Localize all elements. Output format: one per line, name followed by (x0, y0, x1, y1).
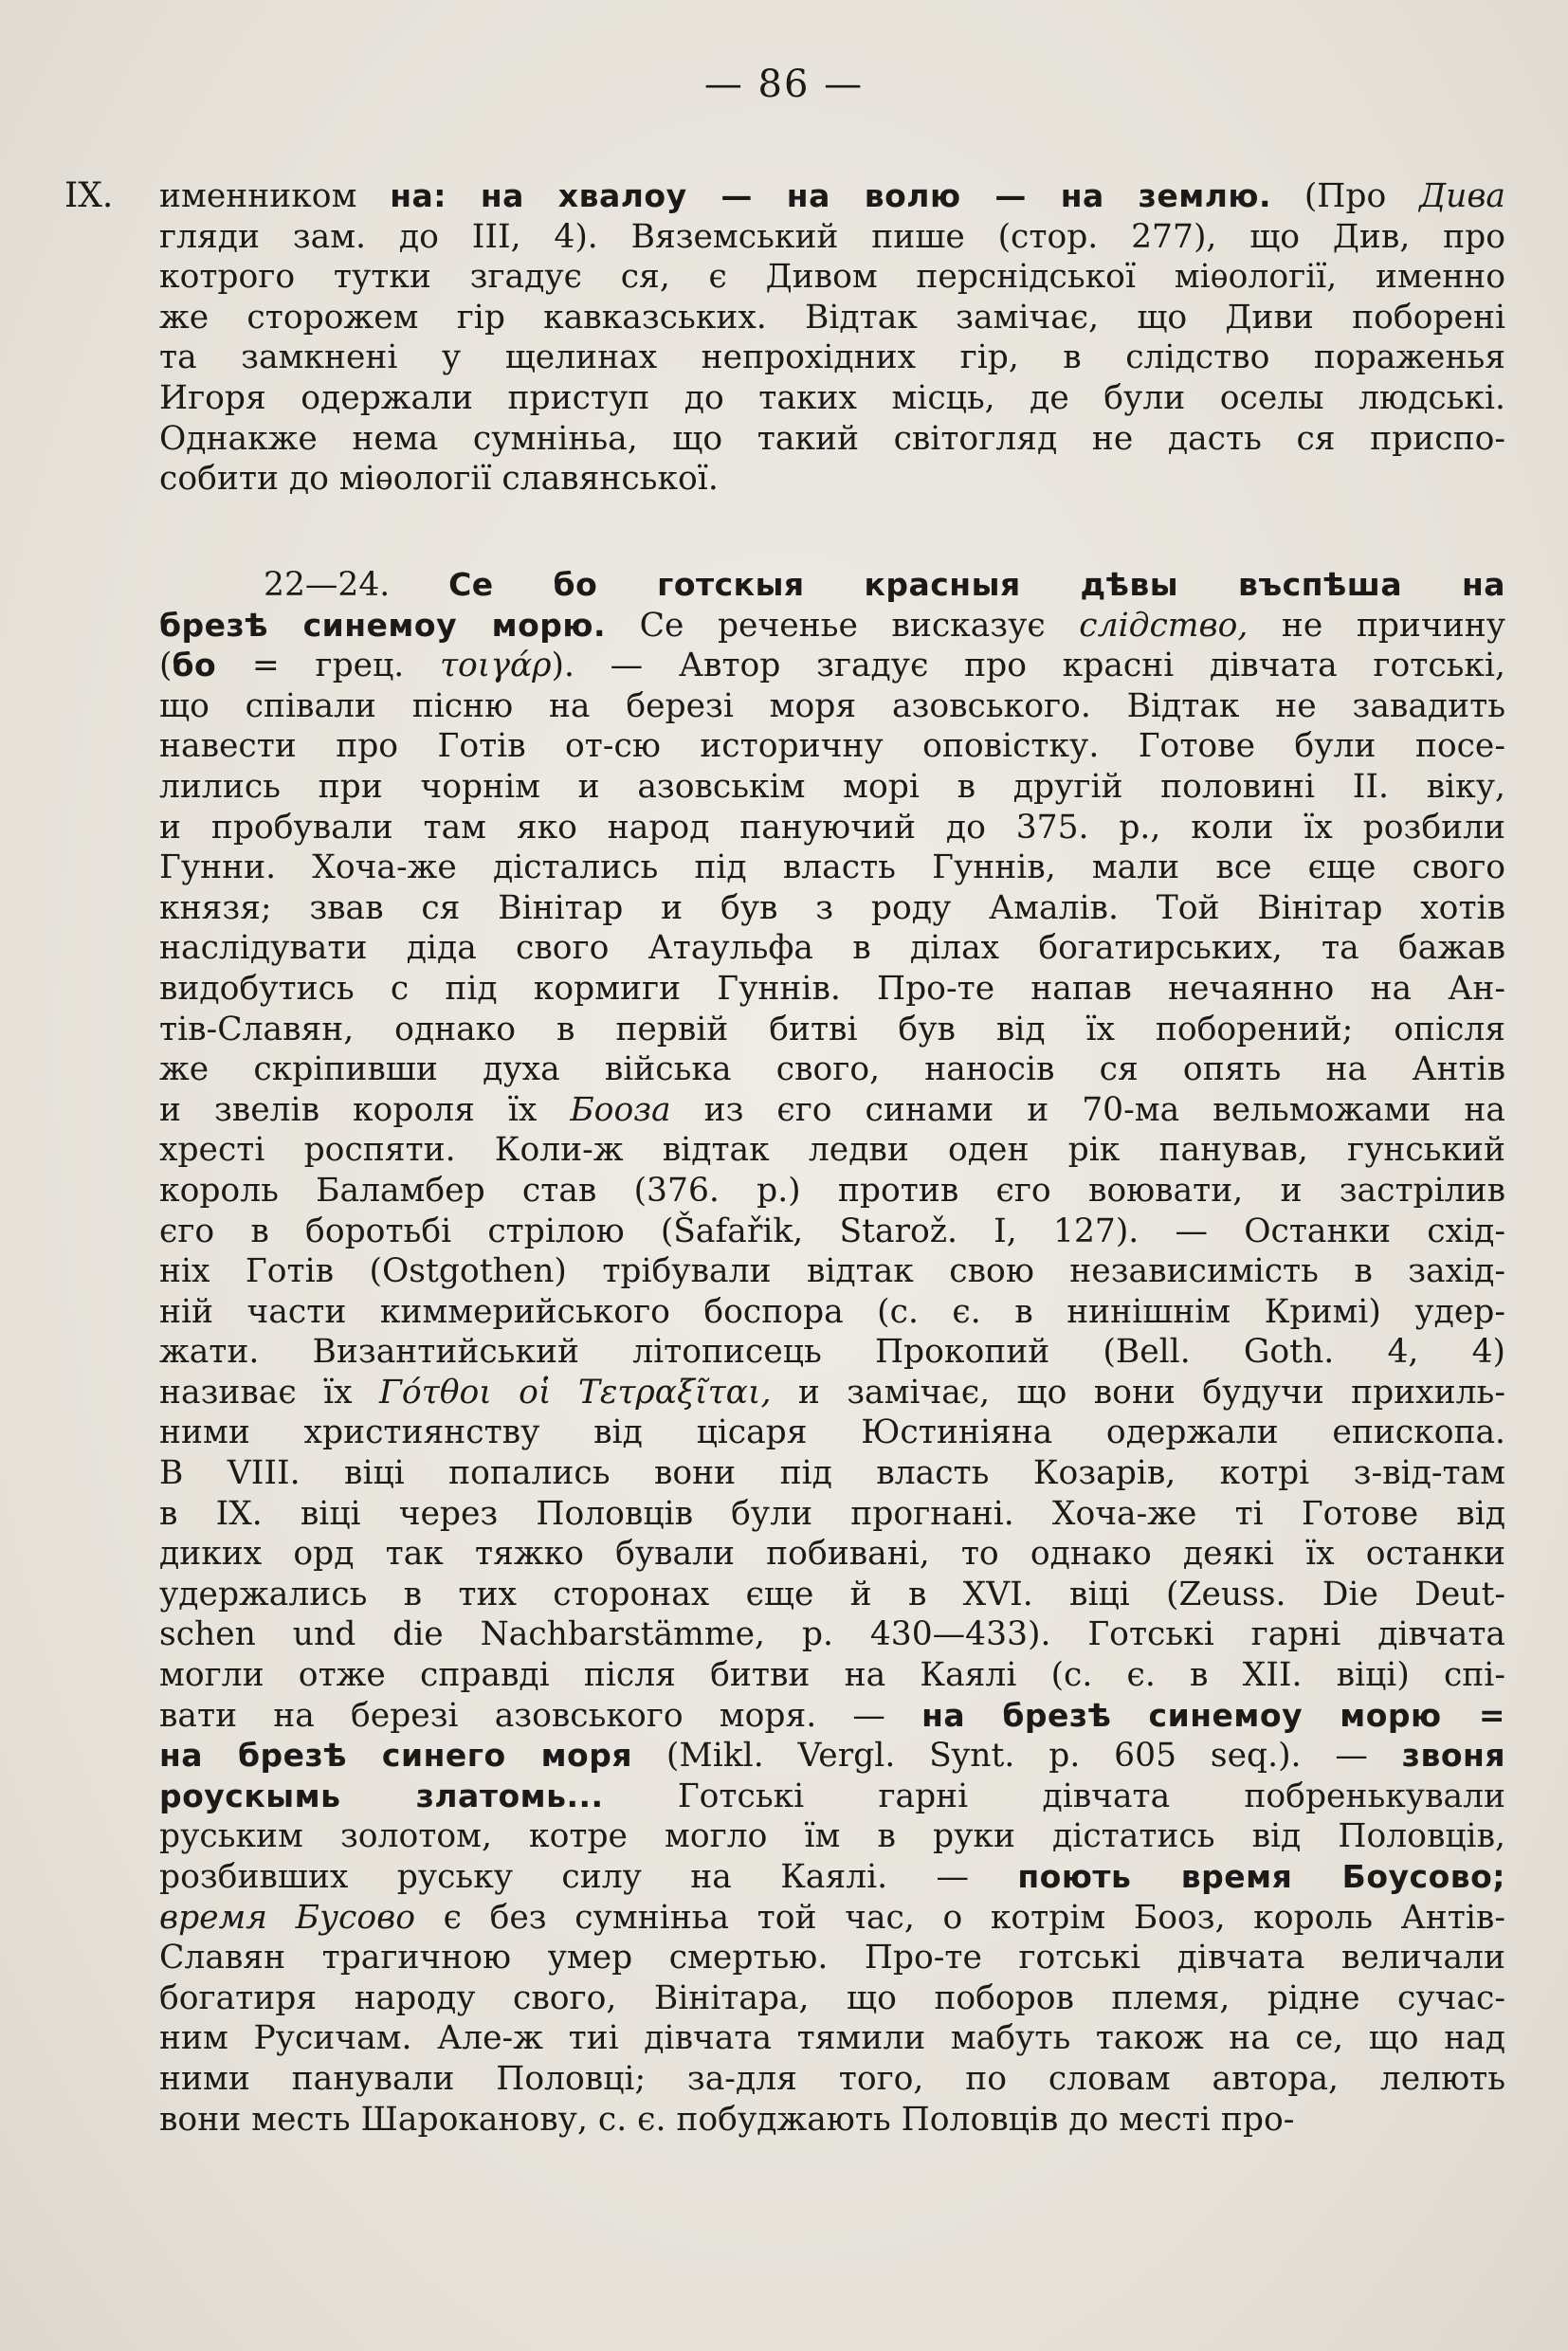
text-line (159, 1332, 1505, 1373)
text-run: Однакже нема сумніньа, що такий світогляд не дасть ся приспо- (159, 419, 1505, 458)
text-run: король Баламбер став (376. р.) против єго воювати, и застрілив (159, 1171, 1505, 1210)
italic-term: Дива (1419, 177, 1505, 215)
text-line (159, 1171, 1505, 1212)
text-line (159, 1655, 1505, 1696)
text-line (159, 459, 1505, 500)
text-line (159, 337, 1505, 378)
text-line (159, 1575, 1505, 1615)
text-line (159, 298, 1505, 338)
text-line (159, 176, 1505, 217)
text-line (159, 419, 1505, 460)
church-slavonic-quote: звоня (1401, 1737, 1506, 1775)
text-run: жати. Византийський літописець Прокопий (Bell. Goth. 4, 4) (159, 1333, 1505, 1372)
text-run: собити до міѳології славянської. (159, 460, 719, 499)
text-run: в IX. віці через Половців були прогнані. Хоча-же ті Готове від (159, 1494, 1505, 1533)
text-run: наслідувати діда свого Атаульфа в ділах богатирських, та бажав (159, 929, 1505, 968)
text-run: 22—24. (264, 566, 449, 604)
text-run: та замкнені у щелинах непрохідних гір, в слідство пораженья (159, 338, 1505, 377)
text-line (159, 646, 1505, 686)
text-run: Готські гарні дівчата побренькували (603, 1777, 1506, 1815)
text-line (159, 1614, 1505, 1655)
text-run: В VIII. віці попались вони під власть Козарів, котрі з-від-там (159, 1454, 1505, 1493)
church-slavonic-quote: роускымь златомь... (159, 1777, 604, 1814)
italic-term: Бооза (570, 1090, 671, 1129)
text-run: єго в боротьбі стрілою (Šafařik, Starož. I, 127). — Останки схід- (159, 1212, 1505, 1250)
text-run: розбивших руську силу на Каялі. — (159, 1858, 1018, 1896)
text-line (159, 1292, 1505, 1333)
text-run: хресті роспяти. Коли-ж відтак ледви оден рік панував, гунський (159, 1131, 1505, 1170)
text-line (159, 1494, 1505, 1535)
text-run: (Про (1270, 177, 1420, 215)
text-run: гляди зам. до III, 4). Вяземський пише (стор. 277), що Див, про (159, 217, 1505, 256)
text-line (159, 1816, 1505, 1857)
section-marker: IX. (64, 176, 114, 215)
text-run: Игоря одержали приступ до таких місць, де були оселы людські. (159, 378, 1505, 417)
church-slavonic-quote: бо (172, 647, 217, 684)
text-run: є без сумніньа той час, о котрім Бооз, король Антів- (414, 1898, 1506, 1937)
text-line (159, 2100, 1505, 2141)
text-run: из єго синами и 70-ма вельможами на (670, 1090, 1505, 1129)
italic-term: время Бусово (159, 1898, 415, 1937)
church-slavonic-quote: на брезѣ синего моря (159, 1737, 633, 1775)
text-line (159, 2018, 1505, 2059)
text-line (159, 1251, 1505, 1292)
text-line (159, 1010, 1505, 1050)
text-line (159, 1049, 1505, 1090)
text-run: = грец. (216, 647, 440, 685)
text-run: и замічає, що вони будучи прихиль- (771, 1373, 1505, 1412)
text-line (159, 888, 1505, 929)
text-line (159, 1212, 1505, 1252)
text-run: ній части киммерийського боспора (с. є. в нинішнім Кримі) удер- (159, 1292, 1505, 1331)
text-run: ними панували Половці; за-для того, по словам автора, лелють (159, 2059, 1505, 2098)
text-line (159, 808, 1505, 848)
text-run: Славян трагичною умер смертью. Про-те готські дівчата величали (159, 1939, 1505, 1977)
text-run: schen und die Nachbarstämme, p. 430—433). Готські гарні дівчата (159, 1615, 1505, 1654)
church-slavonic-quote: брезѣ синемоу морю. (159, 606, 607, 644)
text-run: ними християнству від цісаря Юстиніяна одержали епископа. (159, 1413, 1505, 1452)
church-slavonic-quote: на: на хвалоу — на волю — на землю. (390, 177, 1271, 214)
text-run: и звелів короля їх (159, 1090, 571, 1129)
text-run: могли отже справді після битви на Каялі (с. є. в XII. віці) спі- (159, 1656, 1505, 1695)
text-line (159, 726, 1505, 767)
text-run: тів-Славян, однако в первій битві був від їх поборений; опісля (159, 1010, 1505, 1048)
text-line (159, 686, 1505, 727)
church-slavonic-quote: Се бо готскыя красныя дѣвы въспѣша на (448, 566, 1506, 603)
text-run: ним Русичам. Але-ж тиі дівчата тямили мабуть також на се, що над (159, 2019, 1505, 2058)
text-run: руським золотом, котре могло їм в руки дістатись від Половців, (159, 1817, 1505, 1856)
text-line (159, 1736, 1505, 1777)
text-line (159, 1373, 1505, 1413)
text-line (159, 1453, 1505, 1494)
text-line (159, 378, 1505, 419)
text-line (159, 565, 1505, 606)
text-line (159, 217, 1505, 258)
text-run: називає їх (159, 1373, 379, 1412)
text-run: Се реченье висказує (606, 606, 1080, 645)
text-run: ( (159, 647, 173, 685)
text-run: вати на березі азовського моря. — (159, 1696, 922, 1735)
text-line (159, 928, 1505, 969)
text-run: диких орд так тяжко бували побивані, то однако деякі їх останки (159, 1535, 1505, 1574)
text-run: видобутись с під кормиги Гуннів. Про-те напав нечаянно на Ан- (159, 969, 1505, 1008)
italic-term: τοιγάρ (439, 647, 552, 685)
text-line (159, 1534, 1505, 1575)
italic-term: слідство, (1079, 606, 1249, 645)
text-line (159, 767, 1505, 808)
text-run: не причину (1248, 606, 1505, 645)
text-run: ). — Автор згадує про красні дівчата готські, (551, 647, 1505, 685)
text-run: именником (159, 177, 391, 215)
text-run: князя; звав ся Вінітар и був з роду Амалів. Той Вінітар хотів (159, 888, 1505, 927)
text-line (159, 2059, 1505, 2100)
text-run: Гунни. Хоча-же дістались під власть Гуннів, мали все єще свого (159, 848, 1505, 887)
section-ix-paragraph (159, 176, 1505, 500)
text-line (159, 1857, 1505, 1898)
text-line (159, 1090, 1505, 1131)
text-line (159, 969, 1505, 1010)
text-run: богатиря народу свого, Вінітара, що поборов племя, рідне сучас- (159, 1978, 1505, 2017)
text-run: вони месть Шароканову, с. є. побуджають Половців до месті про- (159, 2100, 1295, 2139)
section-22-24-paragraph (159, 565, 1505, 2140)
text-line (159, 257, 1505, 298)
text-run: котрого тутки згадує ся, є Дивом перснідської міѳології, именно (159, 258, 1505, 297)
church-slavonic-quote: на брезѣ синемоу морю = (921, 1696, 1505, 1734)
text-run: же сторожем гір кавказських. Відтак замічає, що Диви поборені (159, 298, 1505, 337)
text-line (159, 1696, 1505, 1737)
text-run: (Mikl. Vergl. Synt. p. 605 seq.). — (632, 1737, 1402, 1776)
text-line (159, 1898, 1505, 1939)
text-run: же скріпивши духа війська свого, наносів ся опять на Антів (159, 1050, 1505, 1089)
text-line (159, 1938, 1505, 1978)
text-line (159, 1412, 1505, 1453)
church-slavonic-quote: поють время Боусово; (1017, 1858, 1505, 1895)
text-run: и пробували там яко народ пануючий до 375. р., коли їх розбили (159, 808, 1505, 847)
text-run: удержались в тих сторонах єще й в XVI. віці (Zeuss. Die Deut- (159, 1575, 1505, 1613)
page-number: — 86 — (703, 63, 865, 106)
text-run: навести про Готів от-сю историчну оповістку. Готове були посе- (159, 727, 1505, 766)
text-line (159, 1978, 1505, 2019)
text-line (159, 1777, 1505, 1817)
text-run: лились при чорнім и азовськім морі в другій половині II. віку, (159, 767, 1505, 806)
text-run: що співали пісню на березі моря азовського. Відтак не завадить (159, 686, 1505, 725)
text-run: ніх Готів (Ostgothen) трібували відтак свою независимість в захід- (159, 1252, 1505, 1291)
italic-term: Γότθοι οἱ Τετραξῖται, (378, 1373, 772, 1412)
text-line (159, 606, 1505, 647)
text-line (159, 847, 1505, 888)
text-line (159, 1130, 1505, 1171)
